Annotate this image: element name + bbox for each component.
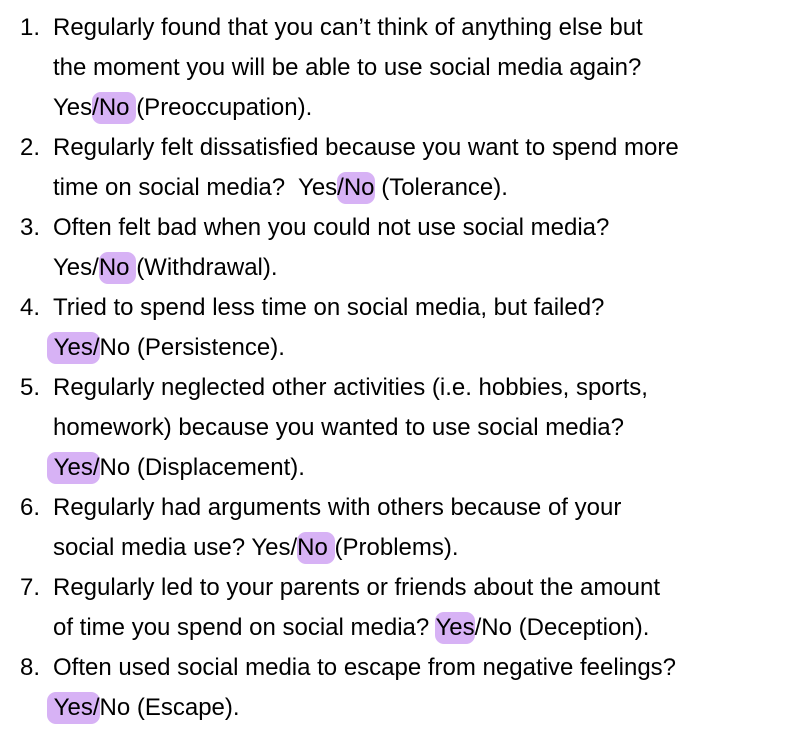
question-text-line: time on social media? [53, 174, 299, 201]
separator: / [92, 94, 99, 121]
separator: / [290, 534, 298, 561]
question-text-line: Tried to spend less time on social media, but failed? [53, 294, 605, 321]
selected-answer-highlight [435, 612, 474, 644]
question-item-5 [0, 368, 801, 488]
questionnaire-list [0, 8, 801, 728]
yes-option: Yes [53, 454, 93, 481]
selected-answer-highlight [92, 92, 136, 124]
yes-option: Yes [298, 174, 338, 201]
question-text-line: social media use? [53, 534, 252, 561]
question-text-line: Regularly found that you can’t think of anything else but [53, 14, 643, 41]
yes-option: Yes [53, 334, 93, 361]
question-text-line: the moment you will be able to use social media again? [53, 54, 642, 81]
question-text-line: Regularly felt dissatisfied because you want to spend more [53, 134, 679, 161]
separator: / [337, 174, 344, 201]
separator: / [92, 694, 100, 721]
category-label: (Deception). [518, 614, 650, 641]
category-label: (Tolerance). [381, 174, 508, 201]
no-option: No [297, 534, 328, 561]
selected-answer-highlight [297, 532, 334, 564]
question-text-line: of time you spend on social media? [53, 614, 436, 641]
question-item-6 [0, 488, 801, 568]
no-option: No [343, 174, 375, 201]
question-item-3 [0, 208, 801, 288]
no-option: No [99, 454, 131, 481]
category-label: (Withdrawal). [136, 254, 278, 281]
selected-answer-highlight [99, 252, 136, 284]
answer-line [53, 168, 801, 208]
selected-answer-highlight [337, 172, 374, 204]
question-number: 7. [20, 574, 41, 601]
question-number: 6. [20, 494, 41, 521]
answer-line [53, 448, 801, 488]
selected-answer-highlight [47, 452, 100, 484]
question-number: 8. [20, 654, 41, 681]
question-text-line: Regularly had arguments with others because of your [53, 494, 622, 521]
no-option: No [481, 614, 512, 641]
question-item-8 [0, 648, 801, 728]
answer-line [53, 688, 801, 728]
no-option: No [99, 694, 131, 721]
question-text-line: Regularly led to your parents or friends about the amount [53, 574, 661, 601]
answer-line [53, 608, 801, 648]
answer-line [53, 248, 801, 288]
category-label: (Problems). [334, 534, 459, 561]
question-number: 1. [20, 14, 41, 41]
no-option: No [98, 254, 130, 281]
question-number: 2. [20, 134, 41, 161]
question-item-2 [0, 128, 801, 208]
question-text-line: homework) because you wanted to use social media? [53, 414, 624, 441]
yes-option: Yes [53, 254, 93, 281]
category-label: (Displacement). [136, 454, 305, 481]
separator: / [92, 454, 100, 481]
category-label: (Preoccupation). [136, 94, 313, 121]
no-option: No [99, 334, 131, 361]
category-label: (Escape). [136, 694, 240, 721]
yes-option: Yes [53, 94, 93, 121]
selected-answer-highlight [47, 332, 100, 364]
no-option: No [98, 94, 130, 121]
answer-line [53, 88, 801, 128]
separator: / [92, 254, 99, 281]
answer-line [53, 328, 801, 368]
question-item-1 [0, 8, 801, 128]
question-number: 3. [20, 214, 41, 241]
question-text-line: Often felt bad when you could not use social media? [53, 214, 610, 241]
separator: / [474, 614, 482, 641]
yes-option: Yes [435, 614, 475, 641]
yes-option: Yes [251, 534, 291, 561]
question-number: 4. [20, 294, 41, 321]
question-item-4 [0, 288, 801, 368]
category-label: (Persistence). [136, 334, 285, 361]
yes-option: Yes [53, 694, 93, 721]
question-item-7 [0, 568, 801, 648]
separator: / [92, 334, 100, 361]
question-text-line: Regularly neglected other activities (i.e. hobbies, sports, [53, 374, 648, 401]
question-number: 5. [20, 374, 41, 401]
answer-line [53, 528, 801, 568]
question-text-line: Often used social media to escape from negative feelings? [53, 654, 677, 681]
selected-answer-highlight [47, 692, 100, 724]
